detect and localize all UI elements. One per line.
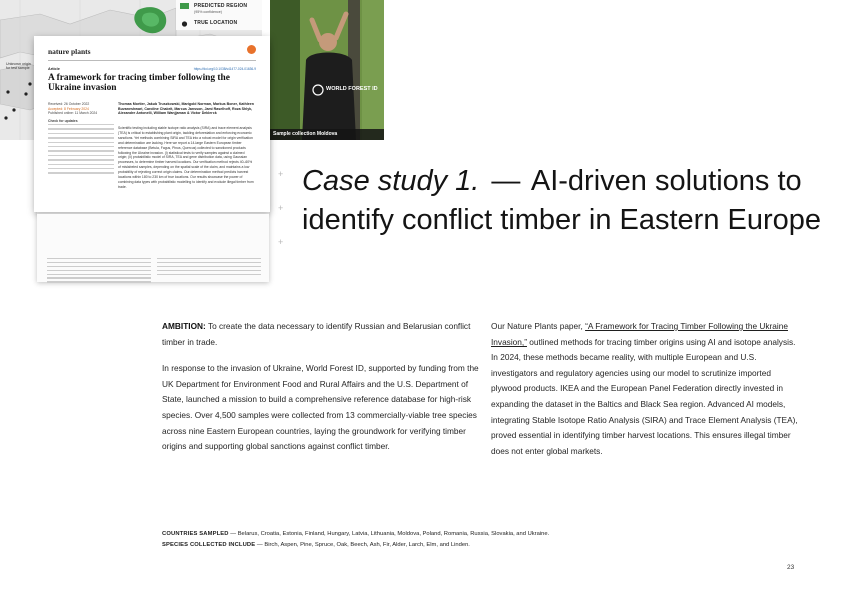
map-label: Unknown origin for test sample [6, 62, 31, 71]
paper-paragraph [491, 319, 801, 459]
case-study-title: AI-driven solutions to identify conflict timber in Eastern Europe [302, 165, 822, 236]
heading-dash: — [491, 165, 521, 197]
field-photo [270, 0, 384, 140]
paper-doi: https://doi.org/10.1038/s41477-024-01636-9 [193, 67, 256, 71]
paper-authors: Thomas Mortier, Jakub Truszkowski, Marigold Norman, Markus Boner, Kathleen Buvaneshwari, Caroline Chabrit, Marcus Jansson, Jami Raselhoff, Roza Shlyk, Alexandre Antonelli, William Wanjjaman & Victor Deklerck [118, 102, 254, 116]
journal-paper-preview [34, 36, 270, 212]
open-access-icon [247, 45, 256, 54]
paper-lower-col-right [157, 258, 261, 277]
check-updates: Check for updates [48, 118, 78, 123]
map-legend [176, 0, 262, 30]
paper-dates [48, 102, 118, 123]
species-list: — Birch, Aspen, Pine, Spruce, Oak, Beech, Ash, Fir, Alder, Larch, Elm, and Linden. [256, 542, 470, 548]
paper-accepted: Accepted: 8 February 2024 [48, 106, 89, 111]
paper-divider [48, 60, 256, 61]
paper-intro: Our Nature Plants paper, [491, 321, 583, 331]
shirt-text: WORLD FOREST ID [326, 86, 378, 92]
page-number: 23 [787, 564, 795, 571]
paper-link[interactable]: “A Framework for Tracing Timber Following the Ukraine Invasion,” [491, 321, 788, 347]
collage-image: Unknown origin for test sample PREDICTED REGION (95% confidence) TRUE LOCATION WORLD FOREST ID Sample collection Moldova nature plants Article https://doi.org/10.1038/s41477-024-01636-9 A framework for tracing timber following the Ukraine invasion Received: 26 October 2022 Accepted: 8 February 2024 Published online: 11 March 2024 Check for updates Thomas Mortier, Jakub Truszkowski, Marigold Norman, Markus Boner, Kathleen Buvaneshwari, Caroline Chabrit, Marcus Jansson, Jami Raselhoff, Roza Shlyk, Alexandre Antonelli, William Wanjjaman & Victor Deklerck Scientific testing including stable isotope ratio analysis (SIRA) and trace element analysis (TEA) is critical to establishing plant origin, tackling deforestation and enforcing economic sanctions. Yet methods combining SIRA and TEA into a robust model for origin verification and determination are lacking. Here we report a 14-large Eastern European timber reference database (Betula, Fagus, Pinus, Quercus) collected to sanctioned products following the Ukraine invasion. (i) statistical tests to verify samples against a claimed origin; (ii) probabilistic model of SIRA, TEA and gene distribution data, using Gaussian processes, to determine timber harvest locations. Our verification method rejects 40–60% of mislabeled samples, depending on the spatial scale of the claim, and maintains a low probability of rejecting correct origin claims. Our determination method predicts harvest locations within 180 to 230 km of true locations. Our results showcase the power of combining data types with probabilistic modelling to identify and exclude illegal timber from trade. + + + [0, 0, 384, 290]
countries-list: — Belarus, Croatia, Estonia, Finland, Hungary, Latvia, Lithuania, Moldova, Poland, Romania, Russia, Slovakia, and Ukraine. [230, 531, 550, 537]
species-collected [162, 540, 822, 551]
right-column [491, 319, 801, 470]
case-study-label: Case study 1. [302, 165, 480, 197]
ambition-label: AMBITION: [162, 321, 206, 331]
paper-title: A framework for tracing timber following the Ukraine invasion [48, 73, 230, 94]
paper-published: Published online: 11 March 2024 [48, 111, 98, 116]
journal-name: nature plants [48, 47, 91, 56]
countries-sampled [162, 529, 822, 540]
response-paragraph: In response to the invasion of Ukraine, World Forest ID, supported by funding from the UK Department for Environment Food and Rural Affairs and the U.S. Department of State, launched a mission to build a comprehensive reference database for high-risk species. Over 4,500 samples were collected from 13 commercially-viable tree species across nine Eastern European countries, laying the groundwork for verifying timber origins and supporting global sanctions against conflict timber. [162, 363, 479, 452]
footnotes [162, 529, 822, 551]
case-study-heading [302, 162, 822, 240]
ambition-text: To create the data necessary to identify Russian and Belarusian conflict timber in trade. [162, 321, 471, 347]
left-column [162, 319, 480, 466]
paper-abstract: Scientific testing including stable isotope ratio analysis (SIRA) and trace element analysis (TEA) is critical to establishing plant origin, tackling deforestation and enforcing economic sanctions. Yet methods combining SIRA and TEA into a robust model for origin verification and determination are lacking. Here we report a 14-large Eastern European timber reference database (Betula, Fagus, Pinus, Quercus) collected to sanctioned products following the Ukraine invasion. (i) statistical tests to verify samples against a claimed origin; (ii) probabilistic model of SIRA, TEA and gene distribution data, using Gaussian processes, to determine timber harvest locations. Our verification method rejects 40–60% of mislabeled samples, depending on the spatial scale of the claim, and maintains a low probability of rejecting correct origin claims. Our determination method predicts harvest locations within 180 to 230 km of true locations. Our results showcase the power of combining data types with probabilistic modelling to identify and exclude illegal timber from trade. [118, 126, 254, 189]
legend-confidence: (95% confidence) [194, 10, 222, 14]
paper-lower-page [37, 214, 269, 282]
paper-received: Received: 26 October 2022 [48, 102, 90, 106]
ambition-paragraph [162, 319, 480, 350]
legend-predicted-region: PREDICTED REGION [194, 3, 248, 9]
article-type: Article [48, 67, 60, 71]
legend-true-location: TRUE LOCATION [194, 20, 238, 26]
photo-figure [270, 0, 384, 140]
legend-swatch-icon [178, 0, 192, 30]
species-label: SPECIES COLLECTED INCLUDE [162, 542, 256, 548]
paper-body-placeholder [48, 124, 114, 177]
paper-lower-col-left [47, 258, 151, 285]
photo-caption: Sample collection Moldova [270, 129, 384, 140]
paper-paragraph-text: outlined methods for tracing timber origins using AI and isotope analysis. In 2024, these methods became reality, with multiple European and U.S. investigators and regulatory agencies using our model to scrutinize imported plywood products. IKEA and the European Panel Federation directly invested in expanding the dataset in the Baltics and Black Sea region. Advanced AI models, integrating Stable Isotope Ratio Analysis (SIRA) and Trace Element Analysis (TEA), proved essential in identifying timber harvest locations. This ensures illegal timber does not enter global markets. [491, 336, 798, 456]
countries-label: COUNTRIES SAMPLED [162, 531, 229, 537]
